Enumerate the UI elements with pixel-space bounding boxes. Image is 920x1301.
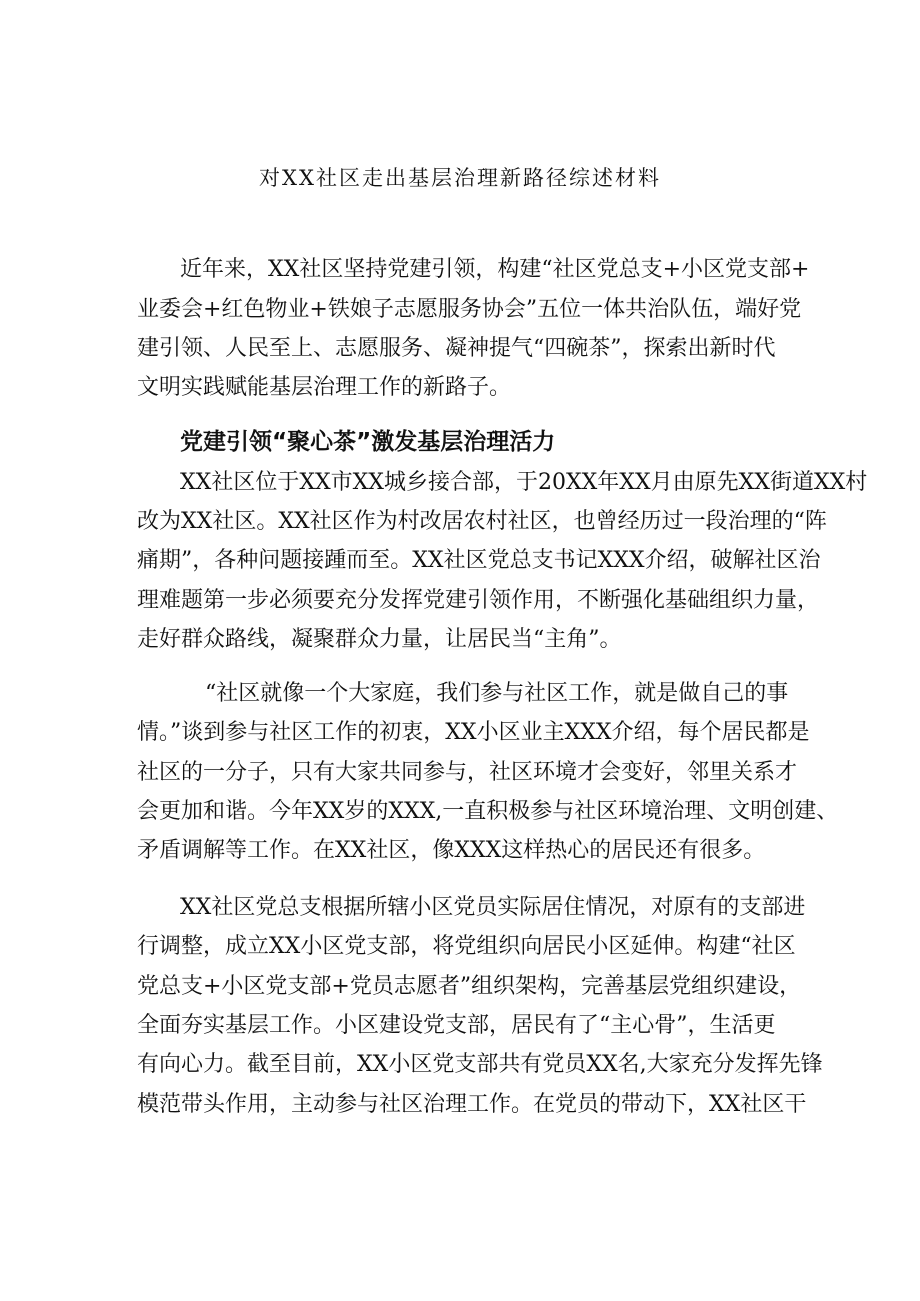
- document-title: 对XX社区走出基层治理新路径综述材料: [259, 166, 661, 190]
- paragraph-line: 痛期”，各种问题接踵而至。XX社区党总支书记XXX介绍，破解社区治: [137, 548, 821, 573]
- paragraph-line: 走好群众路线，凝聚群众力量，让居民当“主角”。: [137, 627, 622, 652]
- paragraph-line: 情。”谈到参与社区工作的初衷，XX小区业主XXX介绍，每个居民都是: [137, 720, 810, 745]
- paragraph-line: 理难题第一步必须要充分发挥党建引领作用，不断强化基础组织力量，: [137, 588, 820, 613]
- section-heading: 党建引领“聚心茶”激发基层治理活力: [180, 429, 556, 455]
- paragraph-line: 行调整，成立XX小区党支部，将党组织向居民小区延伸。构建“社区: [137, 934, 796, 959]
- intro-line: 近年来，XX社区坚持党建引领，构建“社区党总支+小区党支部+: [180, 257, 810, 282]
- paragraph-line: 有向心力。截至目前，XX小区党支部共有党员XX名,大家充分发挥先锋: [137, 1052, 823, 1077]
- paragraph-line: 模范带头作用，主动参与社区治理工作。在党员的带动下，XX社区干: [137, 1092, 807, 1117]
- intro-line: 建引领、人民至上、志愿服务、凝神提气“四碗茶”，探索出新时代: [137, 336, 776, 361]
- intro-line: 业委会+红色物业+铁娘子志愿服务协会”五位一体共治队伍，端好党: [137, 297, 802, 322]
- paragraph-line: 会更加和谐。今年XX岁的XXX,一直积极参与社区环境治理、文明创建、: [137, 799, 839, 824]
- paragraph-line: XX社区位于XX市XX城乡接合部，于20XX年XX月由原先XX街道XX村: [180, 470, 868, 495]
- paragraph-line: 矛盾调解等工作。在XX社区，像XXX这样热心的居民还有很多。: [137, 838, 766, 863]
- paragraph-line: 党总支+小区党支部+党员志愿者”组织架构，完善基层党组织建设，: [137, 974, 802, 999]
- paragraph-line: 全面夯实基层工作。小区建设党支部，居民有了“主心骨”，生活更: [137, 1013, 776, 1038]
- paragraph-line: “社区就像一个大家庭，我们参与社区工作，就是做自己的事: [205, 681, 789, 706]
- paragraph-line: 社区的一分子，只有大家共同参与，社区环境才会变好，邻里关系才: [137, 760, 798, 785]
- paragraph-line: 改为XX社区。XX社区作为村改居农村社区，也曾经历过一段治理的“阵: [137, 509, 827, 534]
- intro-line: 文明实践赋能基层治理工作的新路子。: [137, 375, 512, 400]
- paragraph-line: XX社区党总支根据所辖小区党员实际居住情况，对原有的支部进: [180, 895, 806, 920]
